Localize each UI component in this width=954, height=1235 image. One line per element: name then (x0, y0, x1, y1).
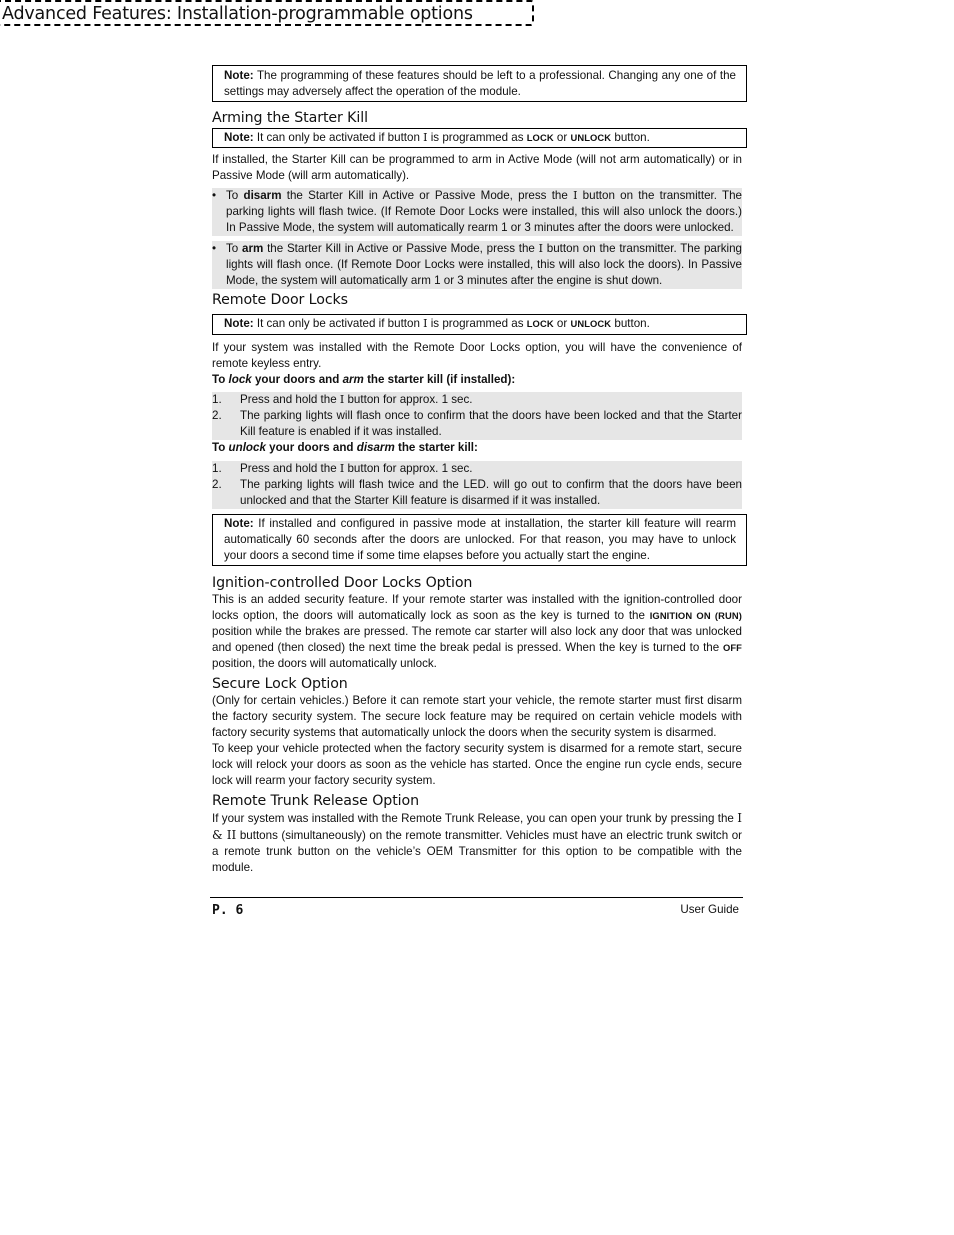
secure-lock-paragraph-1: (Only for certain vehicles.) Before it can remote start your vehicle, the remote starter must first disarm the factory security system. The secure lock feature may be required on certain vehicle models with factory security systems that automatically unlock the doors when the security system is disarmed. (212, 694, 742, 739)
list-item: 2. The parking lights will flash twice and the LED. will go out to confirm that the doors have been unlocked and that the Starter Kill feature is disarmed if it was installed. (212, 478, 742, 507)
remote-locks-paragraph: If your system was installed with the Remote Door Locks option, you will have the convenience of remote keyless entry. (212, 341, 742, 370)
lock-steps (212, 392, 742, 440)
list-item (212, 188, 742, 236)
list-item: 1. Press and hold the I button for approx. 1 sec. (212, 393, 473, 406)
page-footer (210, 897, 743, 918)
intro-note (212, 65, 747, 102)
page-number: P. 6 (212, 903, 244, 918)
unlock-steps-heading: To unlock your doors and disarm the starter kill: (212, 441, 478, 454)
section-heading-arming: Arming the Starter Kill (212, 110, 368, 126)
section-heading-ignition: Ignition-controlled Door Locks Option (212, 575, 473, 591)
note-label: Note: (224, 69, 254, 82)
page-title: Advanced Features: Installation-programmable options (0, 0, 534, 26)
unlock-label: UNLOCK (570, 132, 612, 143)
note-text: The programming of these features should be left to a professional. Changing any one of the settings may adversely affect the operation of the module. (224, 69, 736, 98)
lock-steps-heading: To lock your doors and arm the starter kill (if installed): (212, 373, 516, 386)
arming-note (212, 128, 747, 148)
section-heading-secure-lock: Secure Lock Option (212, 676, 348, 692)
passive-mode-note: Note: If installed and configured in passive mode at installation, the starter kill feature will rearm automatically 60 seconds after the doors are unlocked. For that reason, you may have to unlock your doors a second time if some time elapses before you actually start the engine. (212, 514, 747, 566)
remote-locks-note: Note: It can only be activated if button I is programmed as LOCK or UNLOCK button. (212, 314, 747, 335)
note-text: or (553, 131, 571, 144)
list-item: 1. Press and hold the I button for approx. 1 sec. (212, 462, 473, 475)
list-item: 2. The parking lights will flash once to confirm that the doors have been locked and that the Starter Kill feature is enabled if it was installed. (212, 409, 742, 438)
lock-label: LOCK (526, 132, 554, 143)
arming-paragraph: If installed, the Starter Kill can be programmed to arm in Active Mode (will not arm automatically) or in Passive Mode (will arm automatically). (212, 153, 742, 182)
note-text: is programmed as (427, 131, 527, 144)
section-heading-remote-locks: Remote Door Locks (212, 292, 348, 308)
list-item (212, 241, 742, 289)
ignition-paragraph: This is an added security feature. If your remote starter was installed with the ignition-controlled door locks option, the doors will automatically lock as soon as the key is turned to the IGNITION ON (RUN) position while the brakes are pressed. The remote car starter will also lock any door that was unlocked and opened (then closed) the next time the break pedal is pressed. When the key is turned to the OFF position, the doors will automatically unlock. (212, 593, 742, 670)
note-text: It can only be activated if button (253, 131, 424, 144)
note-label: Note: (224, 131, 254, 144)
bullet-icon: • (212, 242, 217, 255)
section-heading-trunk: Remote Trunk Release Option (212, 793, 419, 809)
trunk-paragraph: If your system was installed with the Remote Trunk Release, you can open your trunk by pressing the I & II buttons (simultaneously) on the remote transmitter. Vehicles must have an electric trunk switch or a remote trunk button on the vehicle’s OEM Transmitter for this option to be compatible with the module. (212, 811, 742, 874)
list-item-text: To disarm the Starter Kill in Active or Passive Mode, press the I button on the transmitter. The parking lights will flash twice. (If Remote Door Locks were installed, this will also unlock the doors.) In Passive Mode, the system will automatically rearm 1 or 3 minutes after the doors were unlocked. (226, 189, 742, 234)
button-i-glyph: I (423, 131, 428, 144)
note-text: button. (611, 131, 650, 144)
footer-guide-label: User Guide (680, 903, 739, 916)
arming-bullets (212, 188, 742, 289)
document-body (212, 32, 742, 876)
bullet-icon: • (212, 189, 217, 202)
unlock-steps (212, 461, 742, 509)
list-item-text: To arm the Starter Kill in Active or Passive Mode, press the I button on the transmitter. The parking lights will flash once. (If Remote Door Locks were installed, this will also lock the doors). In Passive Mode, the system will automatically arm 1 or 3 minutes after the engine is shut down. (226, 242, 742, 287)
secure-lock-paragraph-2: To keep your vehicle protected when the factory security system is disarmed for a remote start, secure lock will relock your doors as soon as the vehicle has started. Once the engine run cycle ends, secure lock will rearm your factory security system. (212, 742, 742, 787)
